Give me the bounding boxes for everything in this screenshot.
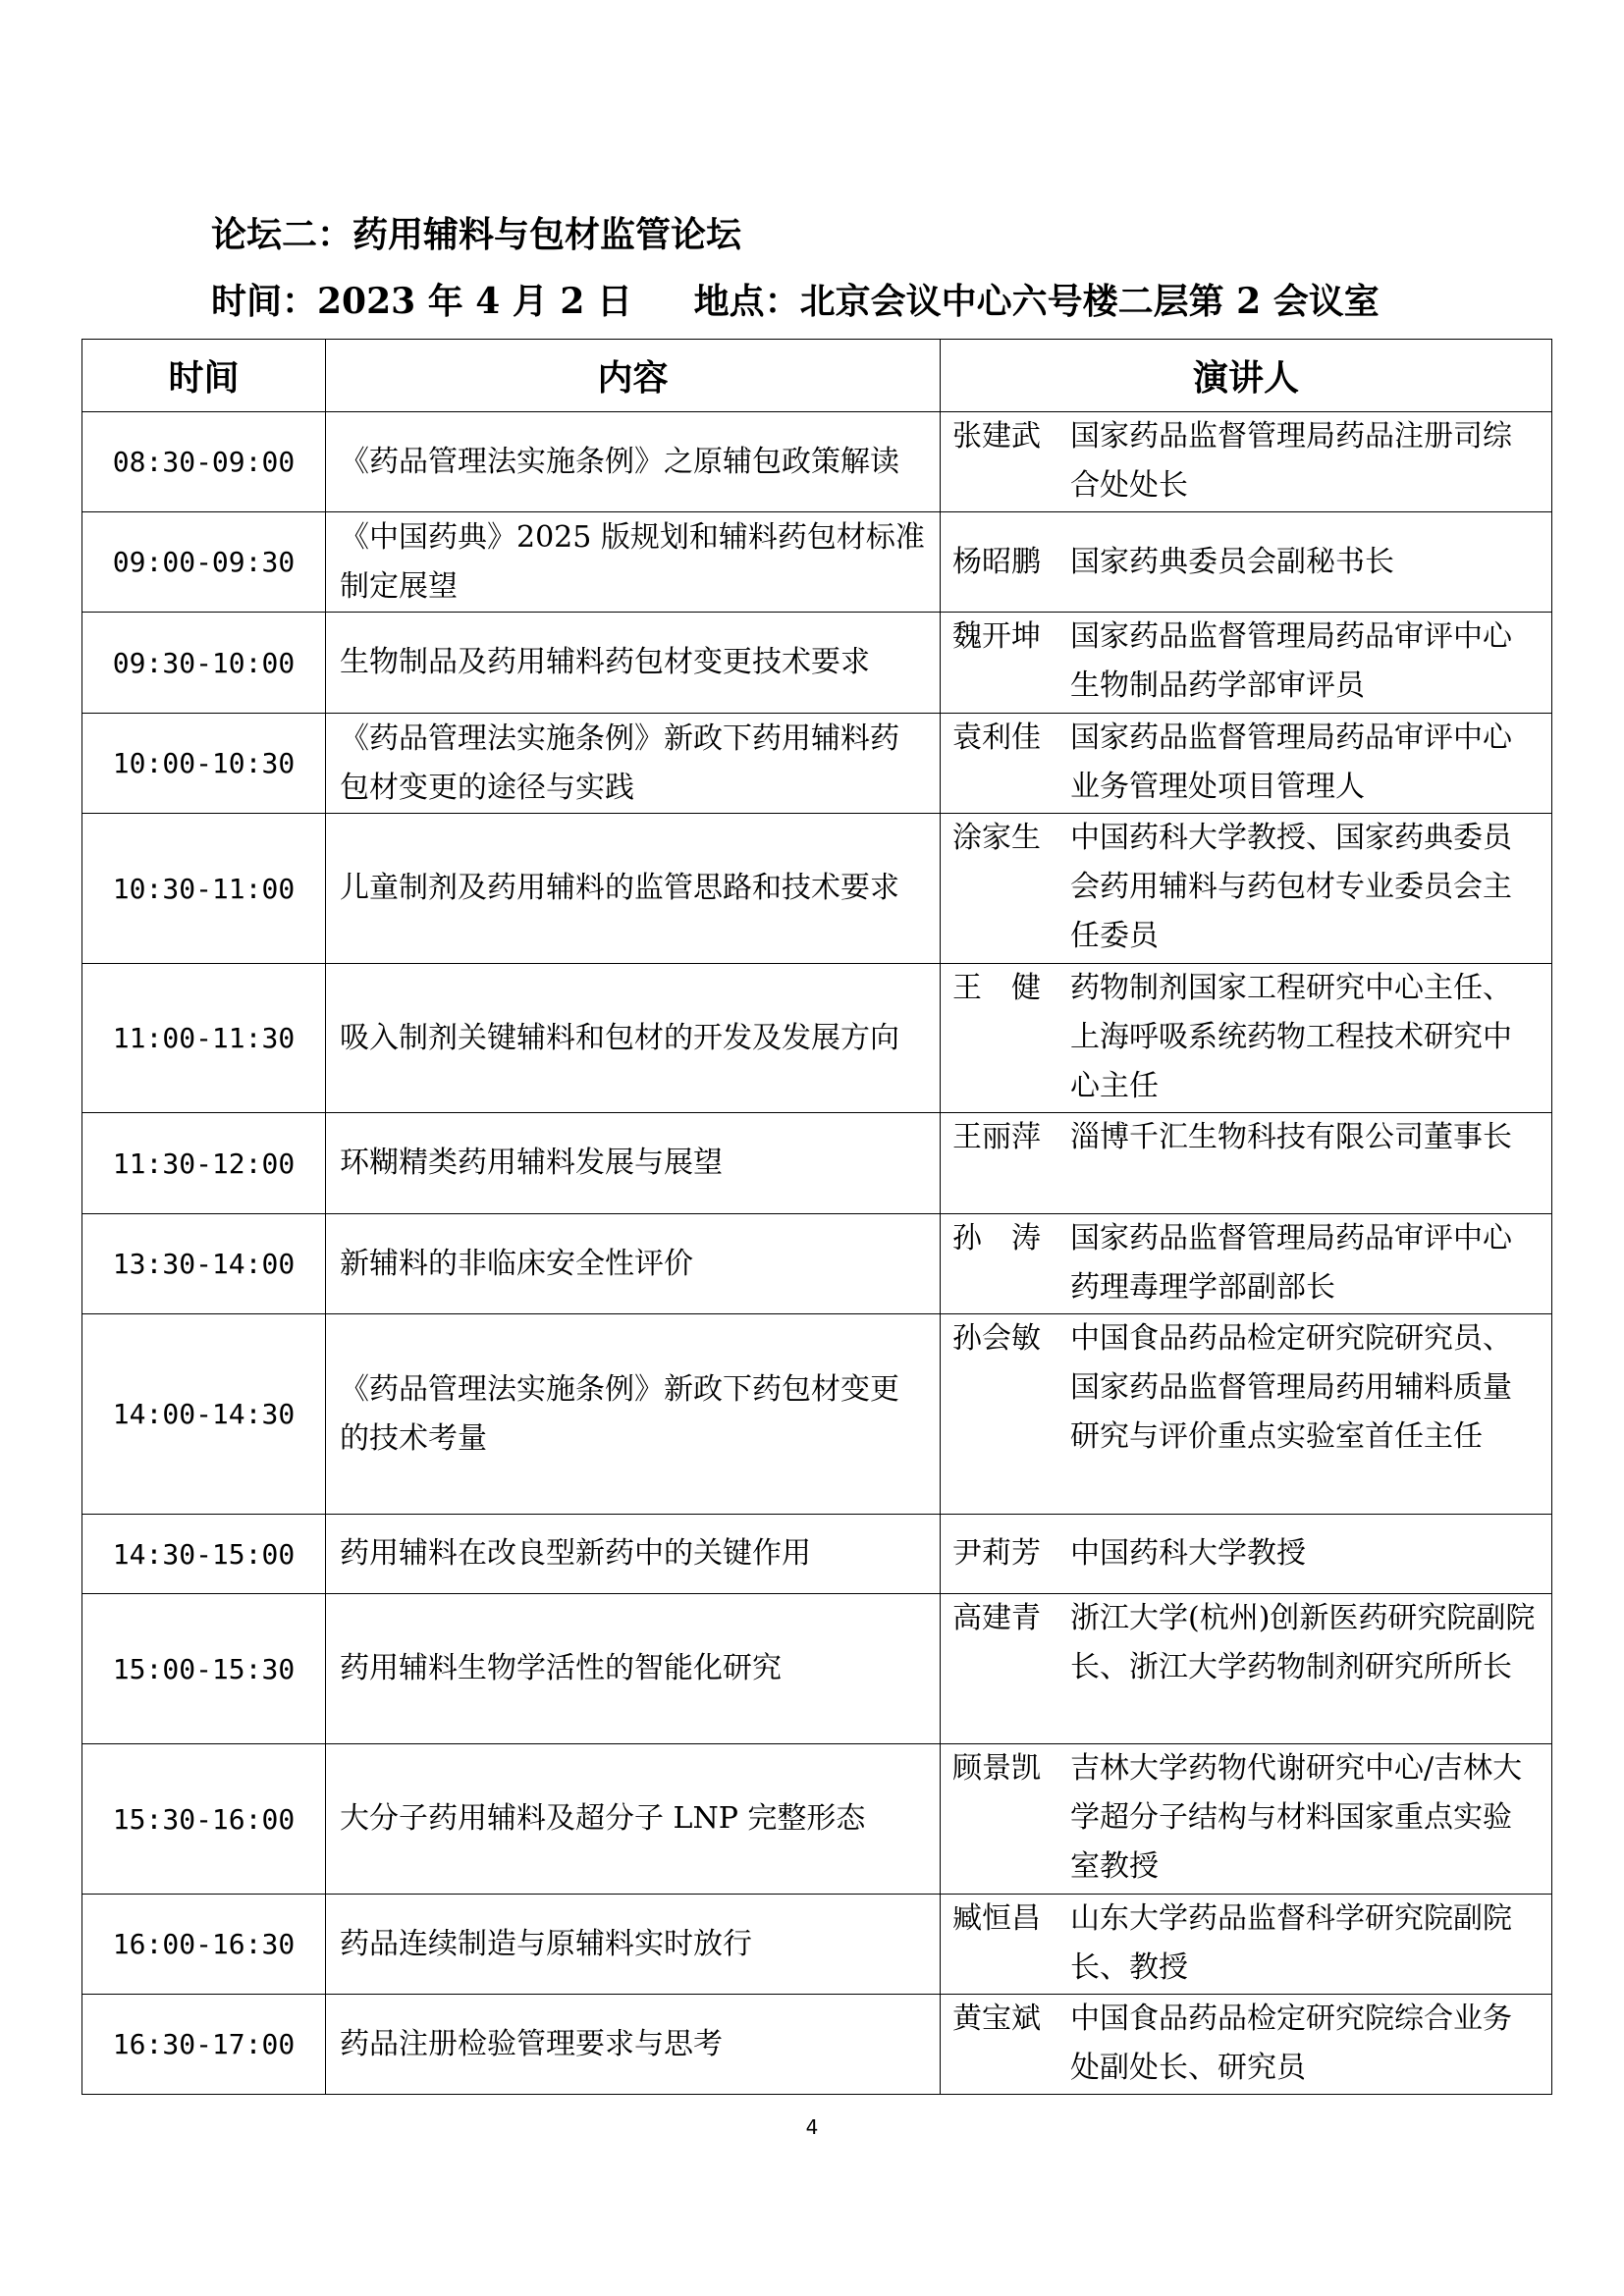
speaker-title: 药物制剂国家工程研究中心主任、上海呼吸系统药物工程技术研究中心主任 — [1070, 971, 1512, 1103]
speaker-title: 淄博千汇生物科技有限公司董事长 — [1070, 1120, 1512, 1154]
session-time: 10:30-11:00 — [82, 814, 326, 964]
speaker-name: 涂家生 — [952, 821, 1041, 855]
session-topic: 吸入制剂关键辅料和包材的开发及发展方向 — [326, 964, 941, 1113]
session-speaker — [941, 814, 1552, 964]
session-time: 09:30-10:00 — [82, 613, 326, 714]
session-speaker — [941, 964, 1552, 1113]
session-topic: 新辅料的非临床安全性评价 — [326, 1214, 941, 1314]
session-topic: 《中国药典》2025 版规划和辅料药包材标准制定展望 — [326, 512, 941, 613]
speaker-title: 吉林大学药物代谢研究中心/吉林大学超分子结构与材料国家重点实验室教授 — [1070, 1751, 1523, 1884]
session-topic: 药品注册检验管理要求与思考 — [326, 1995, 941, 2095]
schedule-table — [81, 339, 1552, 2095]
table-row — [82, 412, 1552, 512]
session-time: 11:30-12:00 — [82, 1113, 326, 1214]
table-row — [82, 714, 1552, 814]
speaker-title: 中国食品药品检定研究院研究员、国家药品监督管理局药用辅料质量研究与评价重点实验室首任主任 — [1070, 1321, 1512, 1454]
session-topic: 《药品管理法实施条例》新政下药包材变更的技术考量 — [326, 1314, 941, 1515]
session-topic: 大分子药用辅料及超分子 LNP 完整形态 — [326, 1744, 941, 1895]
session-topic: 环糊精类药用辅料发展与展望 — [326, 1113, 941, 1214]
session-speaker — [941, 412, 1552, 512]
speaker-name: 高建青 — [952, 1601, 1041, 1635]
speaker-name: 袁利佳 — [952, 721, 1041, 755]
speaker-title: 山东大学药品监督科学研究院副院长、教授 — [1070, 1901, 1512, 1985]
session-speaker — [941, 1895, 1552, 1995]
table-row — [82, 1594, 1552, 1744]
table-row — [82, 1744, 1552, 1895]
session-time: 16:30-17:00 — [82, 1995, 326, 2095]
session-time: 16:00-16:30 — [82, 1895, 326, 1995]
speaker-title: 中国药科大学教授、国家药典委员会药用辅料与药包材专业委员会主任委员 — [1070, 821, 1512, 953]
session-topic: 儿童制剂及药用辅料的监管思路和技术要求 — [326, 814, 941, 964]
session-speaker — [941, 1594, 1552, 1744]
session-topic: 药品连续制造与原辅料实时放行 — [326, 1895, 941, 1995]
table-row — [82, 1214, 1552, 1314]
speaker-name: 顾景凯 — [952, 1751, 1041, 1786]
forum-title: 论坛二：药用辅料与包材监管论坛 — [211, 214, 742, 255]
table-row — [82, 964, 1552, 1113]
speaker-title: 浙江大学(杭州)创新医药研究院副院长、浙江大学药物制剂研究所所长 — [1070, 1601, 1536, 1684]
table-row — [82, 512, 1552, 613]
speaker-title: 国家药品监督管理局药品审评中心业务管理处项目管理人 — [1070, 721, 1512, 804]
session-speaker — [941, 613, 1552, 714]
session-speaker — [941, 1515, 1552, 1594]
header-content: 内容 — [326, 340, 941, 412]
speaker-name: 杨昭鹏 — [952, 544, 1041, 579]
speaker-title: 中国食品药品检定研究院综合业务处副处长、研究员 — [1070, 2002, 1512, 2085]
speaker-name: 王 健 — [952, 971, 1041, 1005]
session-speaker — [941, 1214, 1552, 1314]
session-time: 13:30-14:00 — [82, 1214, 326, 1314]
session-topic: 药用辅料在改良型新药中的关键作用 — [326, 1515, 941, 1594]
session-time: 10:00-10:30 — [82, 714, 326, 814]
session-speaker — [941, 512, 1552, 613]
speaker-name: 孙会敏 — [952, 1321, 1041, 1356]
session-time: 14:30-15:00 — [82, 1515, 326, 1594]
session-time: 11:00-11:30 — [82, 964, 326, 1113]
session-speaker — [941, 1314, 1552, 1515]
forum-time-location: 时间：2023 年 4 月 2 日 地点：北京会议中心六号楼二层第 2 会议室 — [211, 281, 1380, 322]
page-number: 4 — [805, 2115, 819, 2139]
table-row — [82, 613, 1552, 714]
table-row — [82, 1995, 1552, 2095]
speaker-name: 孙 涛 — [952, 1221, 1041, 1255]
table-row — [82, 1113, 1552, 1214]
session-topic: 药用辅料生物学活性的智能化研究 — [326, 1594, 941, 1744]
speaker-name: 王丽萍 — [952, 1120, 1041, 1154]
session-time: 08:30-09:00 — [82, 412, 326, 512]
speaker-name: 黄宝斌 — [952, 2002, 1041, 2036]
header-time: 时间 — [82, 340, 326, 412]
table-row — [82, 1895, 1552, 1995]
session-time: 15:30-16:00 — [82, 1744, 326, 1895]
session-speaker — [941, 714, 1552, 814]
speaker-name: 尹莉芳 — [952, 1536, 1041, 1571]
table-header-row — [82, 340, 1552, 412]
session-speaker — [941, 1995, 1552, 2095]
session-speaker — [941, 1744, 1552, 1895]
table-row — [82, 814, 1552, 964]
speaker-title: 国家药品监督管理局药品审评中心药理毒理学部副部长 — [1070, 1221, 1512, 1305]
speaker-title: 国家药品监督管理局药品注册司综合处处长 — [1070, 419, 1512, 503]
session-time: 09:00-09:30 — [82, 512, 326, 613]
session-speaker — [941, 1113, 1552, 1214]
session-topic: 《药品管理法实施条例》新政下药用辅料药包材变更的途径与实践 — [326, 714, 941, 814]
session-topic: 生物制品及药用辅料药包材变更技术要求 — [326, 613, 941, 714]
table-row — [82, 1515, 1552, 1594]
speaker-name: 魏开坤 — [952, 619, 1041, 654]
session-time: 14:00-14:30 — [82, 1314, 326, 1515]
session-time: 15:00-15:30 — [82, 1594, 326, 1744]
speaker-title: 中国药科大学教授 — [1070, 1536, 1306, 1571]
speaker-title: 国家药品监督管理局药品审评中心生物制品药学部审评员 — [1070, 619, 1512, 703]
speaker-title: 国家药典委员会副秘书长 — [1070, 544, 1394, 579]
header-speaker: 演讲人 — [941, 340, 1552, 412]
speaker-name: 张建武 — [952, 419, 1041, 454]
speaker-name: 臧恒昌 — [952, 1901, 1041, 1936]
table-row — [82, 1314, 1552, 1515]
session-topic: 《药品管理法实施条例》之原辅包政策解读 — [326, 412, 941, 512]
